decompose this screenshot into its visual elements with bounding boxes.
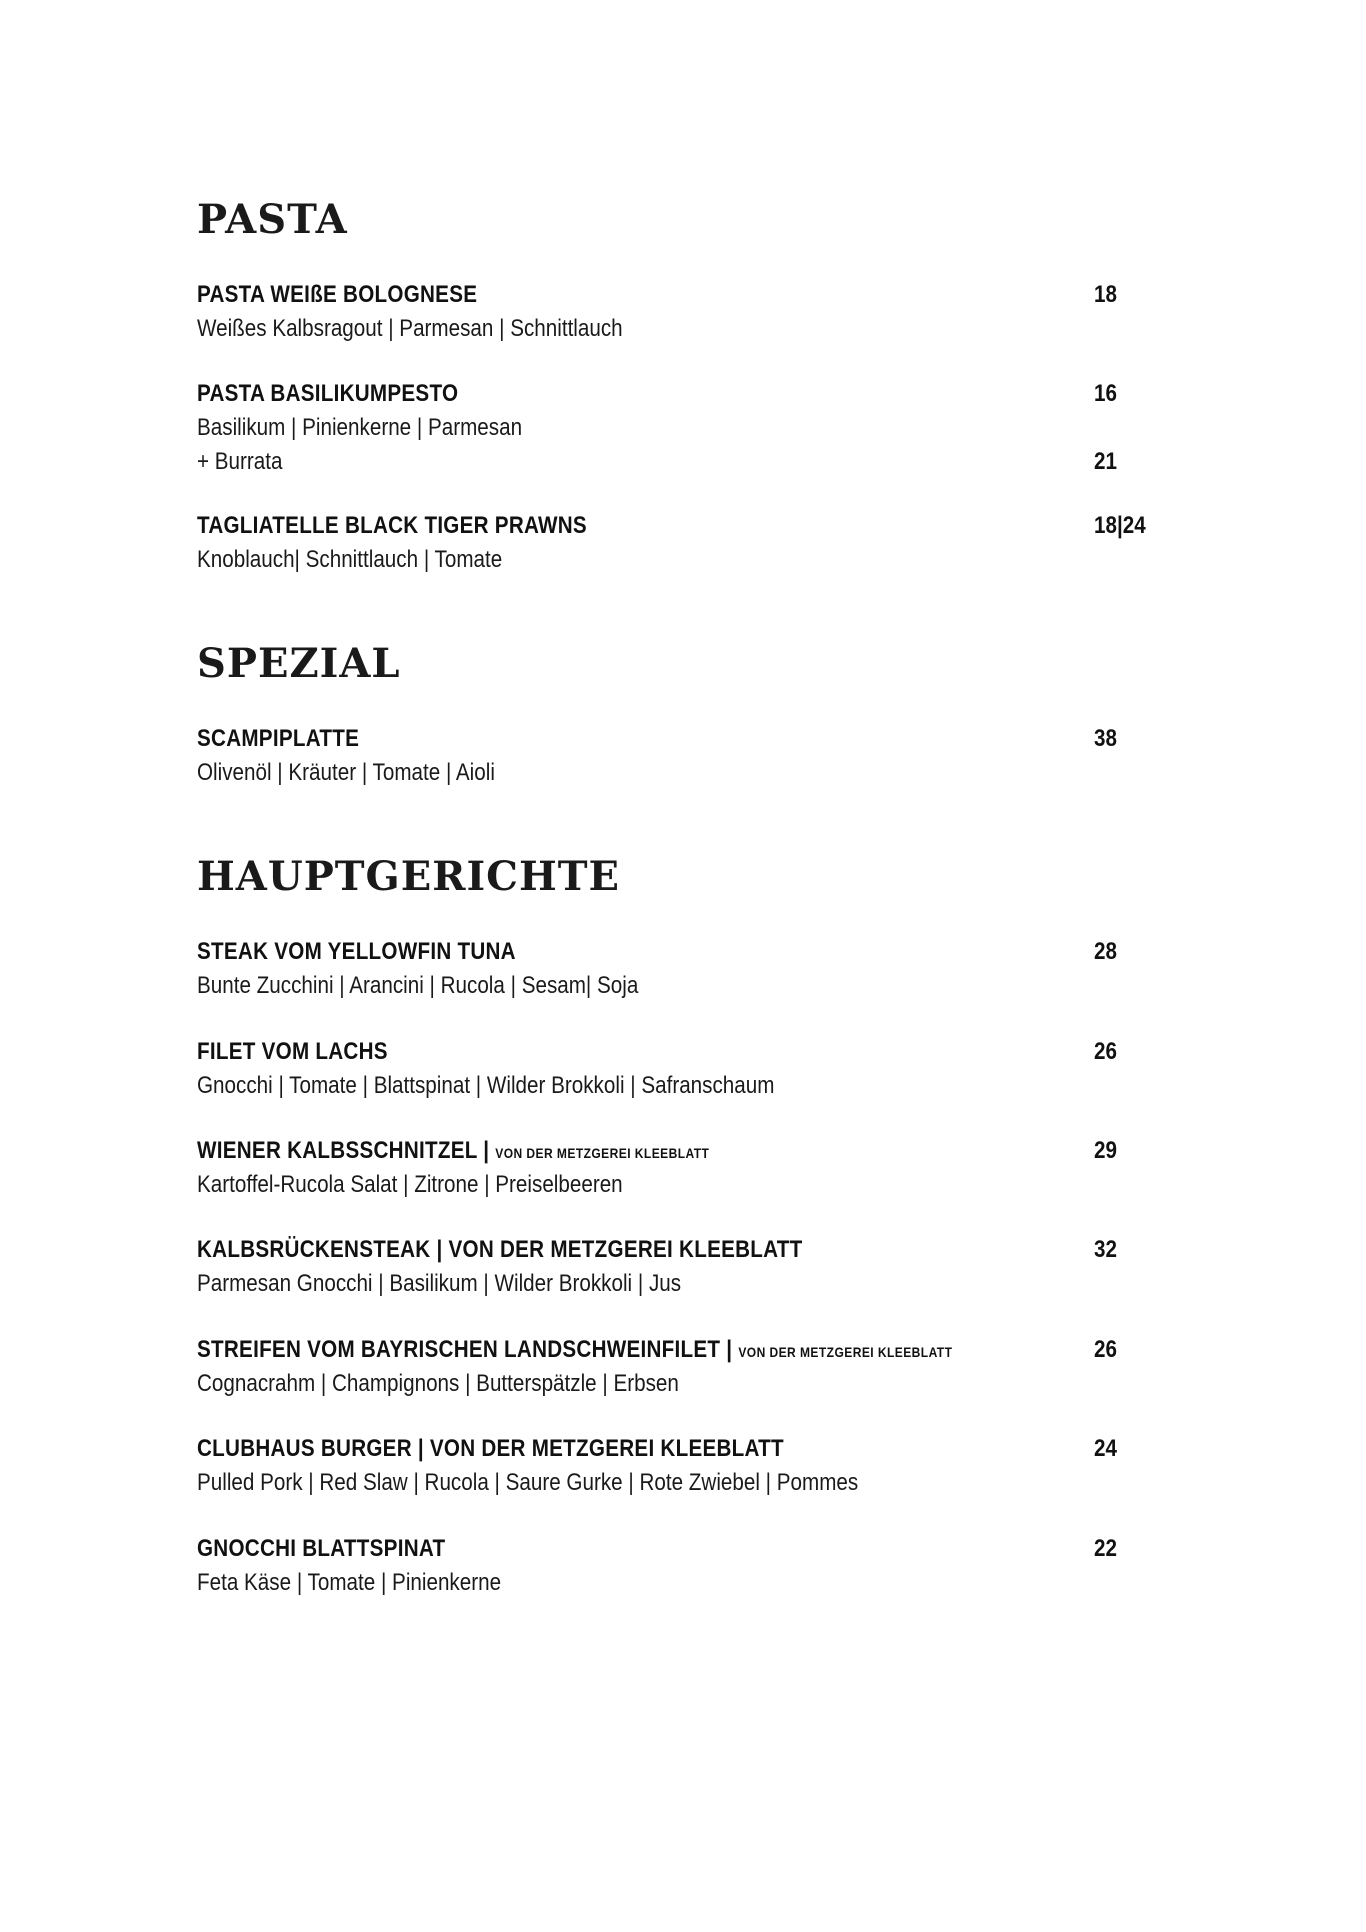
item-price: 22: [1094, 1535, 1117, 1562]
section-title-spezial: SPEZIAL: [197, 640, 401, 687]
item-price: 26: [1094, 1336, 1117, 1363]
item-price: 38: [1094, 725, 1117, 752]
item-name: PASTA WEIßE BOLOGNESE: [197, 281, 478, 308]
item-description: Pulled Pork | Red Slaw | Rucola | Saure Gurke | Rote Zwiebel | Pommes: [197, 1469, 859, 1496]
menu-item-clubhaus-burger: [197, 1432, 1197, 1500]
item-price: 28: [1094, 938, 1117, 965]
item-name: [197, 1333, 952, 1369]
item-description: Cognacrahm | Champignons | Butterspätzle | Erbsen: [197, 1370, 679, 1397]
item-addon-price: 21: [1094, 448, 1117, 475]
section-title-pasta: PASTA: [197, 196, 348, 243]
item-price: 29: [1094, 1137, 1117, 1164]
item-description: Gnocchi | Tomate | Blattspinat | Wilder Brokkoli | Safranschaum: [197, 1072, 775, 1099]
menu-item-kalbsrueckensteak: [197, 1233, 1197, 1301]
item-price: 18|24: [1094, 512, 1146, 539]
menu-item-gnocchi-blattspinat: [197, 1532, 1197, 1600]
menu-item-streifen-landschweinfilet: [197, 1333, 1197, 1401]
menu-item-pasta-basilikumpesto: [197, 377, 1197, 479]
item-price: 26: [1094, 1038, 1117, 1065]
item-description: Basilikum | Pinienkerne | Parmesan: [197, 414, 523, 441]
item-description: Parmesan Gnocchi | Basilikum | Wilder Brokkoli | Jus: [197, 1270, 682, 1297]
item-name: GNOCCHI BLATTSPINAT: [197, 1535, 446, 1562]
item-price: 24: [1094, 1435, 1117, 1462]
section-title-hauptgerichte: HAUPTGERICHTE: [197, 853, 621, 900]
item-name-suffix: VON DER METZGEREI KLEEBLATT: [738, 1344, 953, 1360]
item-price: 16: [1094, 380, 1117, 407]
item-description: Bunte Zucchini | Arancini | Rucola | Sesam| Soja: [197, 972, 639, 999]
item-name-suffix: VON DER METZGEREI KLEEBLATT: [495, 1145, 710, 1161]
item-name: CLUBHAUS BURGER | VON DER METZGEREI KLEEBLATT: [197, 1435, 784, 1462]
item-addon: + Burrata: [197, 448, 283, 475]
item-name-main: STREIFEN VOM BAYRISCHEN LANDSCHWEINFILET |: [197, 1336, 733, 1363]
item-description: Kartoffel-Rucola Salat | Zitrone | Preiselbeeren: [197, 1171, 623, 1198]
item-price: 32: [1094, 1236, 1117, 1263]
menu-item-filet-vom-lachs: [197, 1035, 1197, 1103]
menu-item-pasta-weisse-bolognese: [197, 278, 1197, 346]
item-price: 18: [1094, 281, 1117, 308]
item-name-main: WIENER KALBSSCHNITZEL |: [197, 1137, 490, 1164]
item-description: Olivenöl | Kräuter | Tomate | Aioli: [197, 759, 495, 786]
menu-item-steak-yellowfin-tuna: [197, 935, 1197, 1003]
item-name: KALBSRÜCKENSTEAK | VON DER METZGEREI KLEEBLATT: [197, 1236, 803, 1263]
item-name: FILET VOM LACHS: [197, 1038, 388, 1065]
menu-item-scampiplatte: [197, 722, 1197, 790]
menu-item-tagliatelle-black-tiger-prawns: [197, 509, 1197, 577]
item-description: Knoblauch| Schnittlauch | Tomate: [197, 546, 503, 573]
item-name: SCAMPIPLATTE: [197, 725, 360, 752]
item-name: [197, 1134, 709, 1170]
item-name: PASTA BASILIKUMPESTO: [197, 380, 459, 407]
menu-item-wiener-kalbsschnitzel: [197, 1134, 1197, 1202]
item-name: TAGLIATELLE BLACK TIGER PRAWNS: [197, 512, 587, 539]
item-name: STEAK VOM YELLOWFIN TUNA: [197, 938, 516, 965]
item-description: Weißes Kalbsragout | Parmesan | Schnittlauch: [197, 315, 623, 342]
item-description: Feta Käse | Tomate | Pinienkerne: [197, 1569, 502, 1596]
